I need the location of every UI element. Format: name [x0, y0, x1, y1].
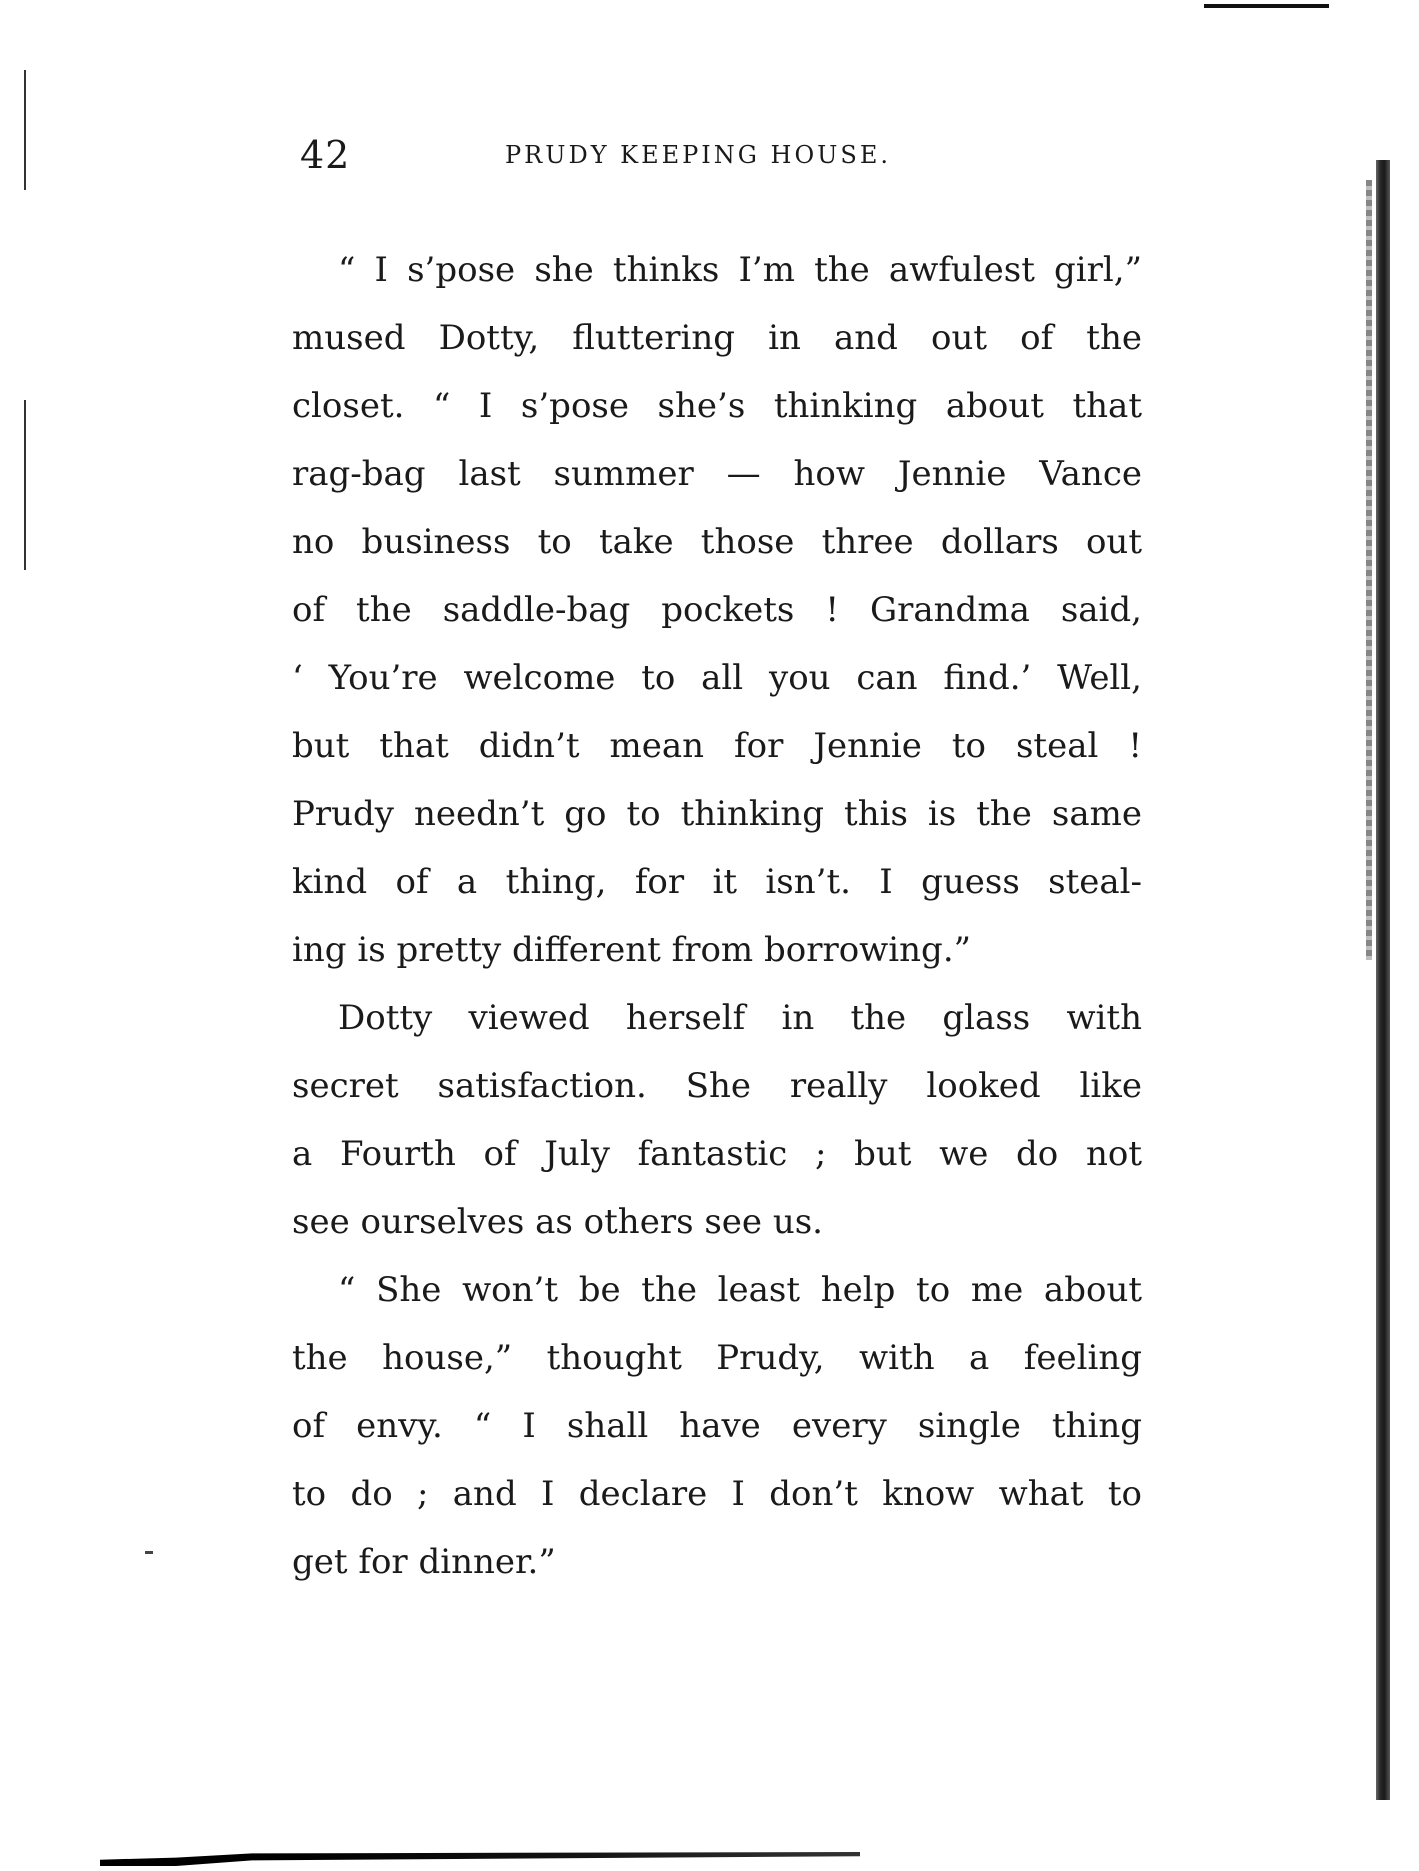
- text-line: ‘ You’re welcome to all you can find.’ Well,: [292, 658, 1142, 698]
- text-line: “ I s’pose she thinks I’m the awfulest girl,”: [338, 250, 1142, 290]
- text-line: closet. “ I s’pose she’s thinking about that: [292, 386, 1142, 426]
- running-head: [300, 130, 1150, 180]
- scan-artifact-top-line: [1204, 4, 1329, 8]
- text-line: see ourselves as others see us.: [292, 1202, 823, 1242]
- scan-artifact-left-edge: [24, 400, 26, 570]
- text-line: mused Dotty, fluttering in and out of the: [292, 318, 1142, 358]
- scan-artifact-bottom-line: [100, 1852, 860, 1866]
- text-line: Prudy needn’t go to thinking this is the same: [292, 794, 1142, 834]
- text-line: kind of a thing, for it isn’t. I guess steal-: [292, 862, 1142, 902]
- body-text: [292, 236, 1142, 1596]
- running-title: PRUDY KEEPING HOUSE.: [505, 141, 891, 169]
- text-line: ing is pretty different from borrowing.”: [292, 930, 972, 970]
- text-line: a Fourth of July fantastic ; but we do not: [292, 1134, 1142, 1174]
- text-line: no business to take those three dollars out: [292, 522, 1142, 562]
- text-line: Dotty viewed herself in the glass with: [338, 998, 1142, 1038]
- text-line: get for dinner.”: [292, 1542, 556, 1582]
- scan-artifact-right-shadow: [1366, 180, 1372, 960]
- text-line: but that didn’t mean for Jennie to steal !: [292, 726, 1142, 766]
- text-line: of envy. “ I shall have every single thing: [292, 1406, 1142, 1446]
- text-line: the house,” thought Prudy, with a feeling: [292, 1338, 1142, 1378]
- text-line: to do ; and I declare I don’t know what to: [292, 1474, 1142, 1514]
- text-line: rag-bag last summer — how Jennie Vance: [292, 454, 1142, 494]
- page-number: 42: [300, 133, 351, 177]
- text-line: secret satisfaction. She really looked like: [292, 1066, 1142, 1106]
- scan-artifact-right-edge: [1376, 160, 1390, 1800]
- scan-artifact-mark: [145, 1551, 153, 1554]
- text-line: “ She won’t be the least help to me about: [338, 1270, 1142, 1310]
- scan-artifact-left-edge: [24, 70, 26, 190]
- text-line: of the saddle-bag pockets ! Grandma said,: [292, 590, 1142, 630]
